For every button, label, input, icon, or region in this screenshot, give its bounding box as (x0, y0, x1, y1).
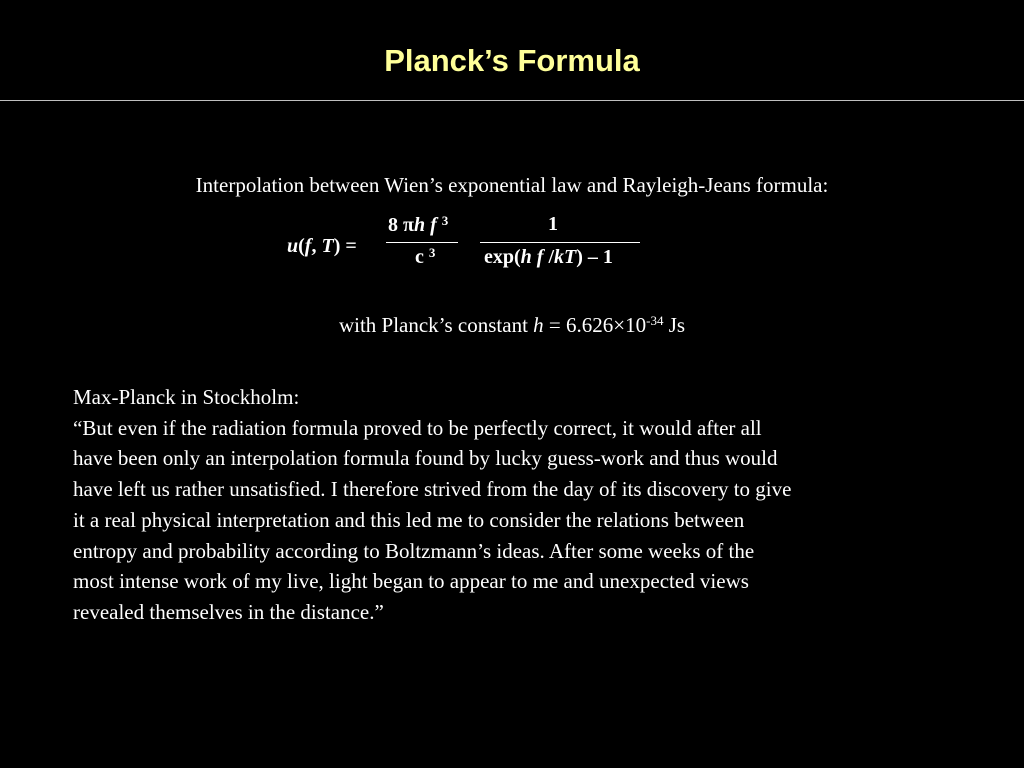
quote-line: have left us rather unsatisfied. I therefore strived from the day of its discovery to give (73, 477, 792, 502)
formula-comma: , (311, 235, 322, 257)
frac1-num-h: h (413, 214, 426, 236)
fraction1-numerator (388, 213, 448, 237)
frac1-num-8: 8 (388, 214, 403, 236)
formula-open-paren: ( (298, 235, 305, 257)
constant-unit: Js (663, 313, 686, 337)
frac1-num-f: f (425, 214, 437, 236)
quote-line: revealed themselves in the distance.” (73, 599, 384, 624)
quote-line: have been only an interpolation formula found by lucky guess-work and thus would (73, 446, 778, 471)
quote-attribution: Max-Planck in Stockholm: (73, 385, 300, 409)
formula-lhs (287, 235, 357, 258)
title-divider (0, 100, 1024, 101)
frac2-den-kT: kT (554, 246, 577, 268)
fraction2-bar (480, 242, 640, 243)
frac2-den-f: f (531, 246, 544, 268)
frac2-den-slash: / (543, 246, 555, 268)
quote-line: entropy and probability according to Boltzmann’s ideas. After some weeks of the (73, 538, 755, 563)
slide-title: Planck’s Formula (384, 43, 640, 78)
formula-close-equals: ) = (333, 235, 357, 257)
intro-text: Interpolation between Wien’s exponential law and Rayleigh-Jeans formula: (195, 173, 829, 197)
frac2-den-h: h (520, 246, 532, 268)
frac2-den-tail: ) – 1 (576, 246, 613, 268)
pi-symbol: π (403, 214, 414, 236)
fraction1-denominator (415, 245, 435, 269)
quote-line: most intense work of my live, light began to appear to me and unexpected views (73, 569, 749, 594)
planck-formula (0, 205, 1024, 275)
constant-prefix: with Planck’s constant (338, 313, 534, 337)
quote-line: it a real physical interpretation and this led me to consider the relations between (73, 507, 745, 532)
constant-exponent: -34 (646, 313, 664, 328)
frac1-num-exponent: 3 (441, 213, 449, 228)
constant-symbol: h (533, 313, 544, 337)
frac1-den-c: c (415, 246, 424, 268)
constant-value: = 6.626×10 (543, 313, 647, 337)
formula-u: u (287, 235, 299, 257)
formula-T: T (321, 235, 334, 257)
fraction2-numerator: 1 (548, 213, 558, 235)
fraction1-bar (386, 242, 458, 243)
planck-quote (73, 382, 973, 628)
fraction2-denominator (484, 246, 613, 269)
formula-f: f (304, 235, 312, 257)
frac1-den-exponent: 3 (428, 245, 436, 260)
planck-constant-line (0, 308, 1024, 338)
frac2-den-exp: exp( (484, 246, 521, 268)
quote-line: “But even if the radiation formula proved to be perfectly correct, it would after all (73, 415, 762, 440)
